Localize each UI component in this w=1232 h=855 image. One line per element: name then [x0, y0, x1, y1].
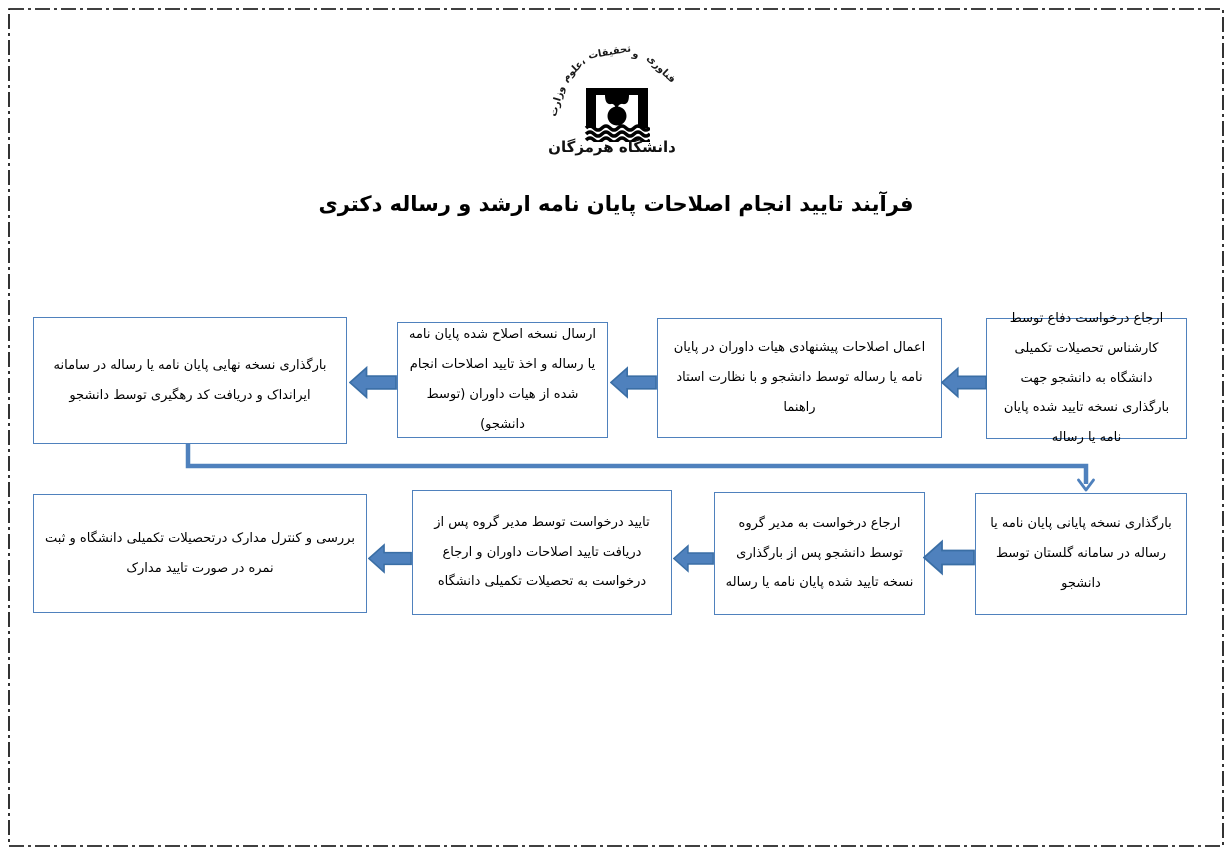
process-step-2: [657, 318, 942, 438]
university-name: دانشگاه هرمزگان: [548, 138, 676, 156]
process-step-text: ارجاع درخواست دفاع توسط کارشناس تحصیلات تکمیلی دانشگاه به دانشجو جهت بارگذاری نسخه تایید شده پایان نامه یا رساله: [1003, 310, 1170, 446]
flow-arrow-left-icon: [923, 539, 975, 576]
process-step-text: بارگذاری نسخه پایانی پایان نامه یا رساله در سامانه گلستان توسط دانشجو: [990, 516, 1172, 591]
ministry-arc-text: [540, 36, 700, 146]
process-step-7: [412, 490, 672, 615]
process-step-text: ارجاع درخواست به مدیر گروه توسط دانشجو پس از بارگذاری نسخه تایید شده پایان نامه یا رساله: [725, 515, 914, 591]
process-step-text: ارسال نسخه اصلاح شده پایان نامه یا رساله و اخذ تایید اصلاحات انجام شده از هیات داوران (توسط دانشجو): [409, 327, 596, 432]
process-step-6: [714, 492, 925, 615]
flow-arrow-left-icon: [610, 364, 657, 401]
process-step-5: [975, 493, 1187, 615]
ministry-emblem-icon: [584, 76, 650, 142]
process-step-3: [397, 322, 608, 438]
arc-word: تحقیقات: [587, 43, 632, 62]
arc-word: فناوری: [644, 52, 678, 86]
flow-arrow-left-icon: [368, 540, 412, 577]
diagram-title: فرآیند تایید انجام اصلاحات پایان نامه ارشد و رساله دکتری: [318, 192, 914, 216]
flow-arrow-left-icon: [673, 540, 714, 577]
process-step-text: تایید درخواست توسط مدیر گروه پس از دریافت تایید اصلاحات داوران و ارجاع درخواست به تحصیلات تکمیلی دانشگاه: [434, 514, 650, 590]
flow-arrow-left-icon: [349, 364, 397, 401]
process-step-1: [986, 310, 1187, 446]
process-step-8: [33, 494, 367, 613]
process-step-text: بارگذاری نسخه نهایی پایان نامه یا رساله در سامانه ایرانداک و دریافت کد رهگیری توسط دانشجو: [53, 357, 327, 403]
arc-word: وزارت: [548, 84, 568, 118]
process-step-text: اعمال اصلاحات پیشنهادی هیات داوران در پایان نامه یا رساله توسط دانشجو و با نظارت استاد راهنما: [673, 340, 926, 415]
flow-arrow-left-icon: [941, 364, 987, 401]
arc-word: و: [631, 48, 641, 61]
process-step-4: [33, 317, 347, 444]
process-step-text: بررسی و کنترل مدارک درتحصیلات تکمیلی دانشگاه و ثبت نمره در صورت تایید مدارک: [45, 530, 355, 576]
arc-word: علوم،: [560, 56, 589, 84]
